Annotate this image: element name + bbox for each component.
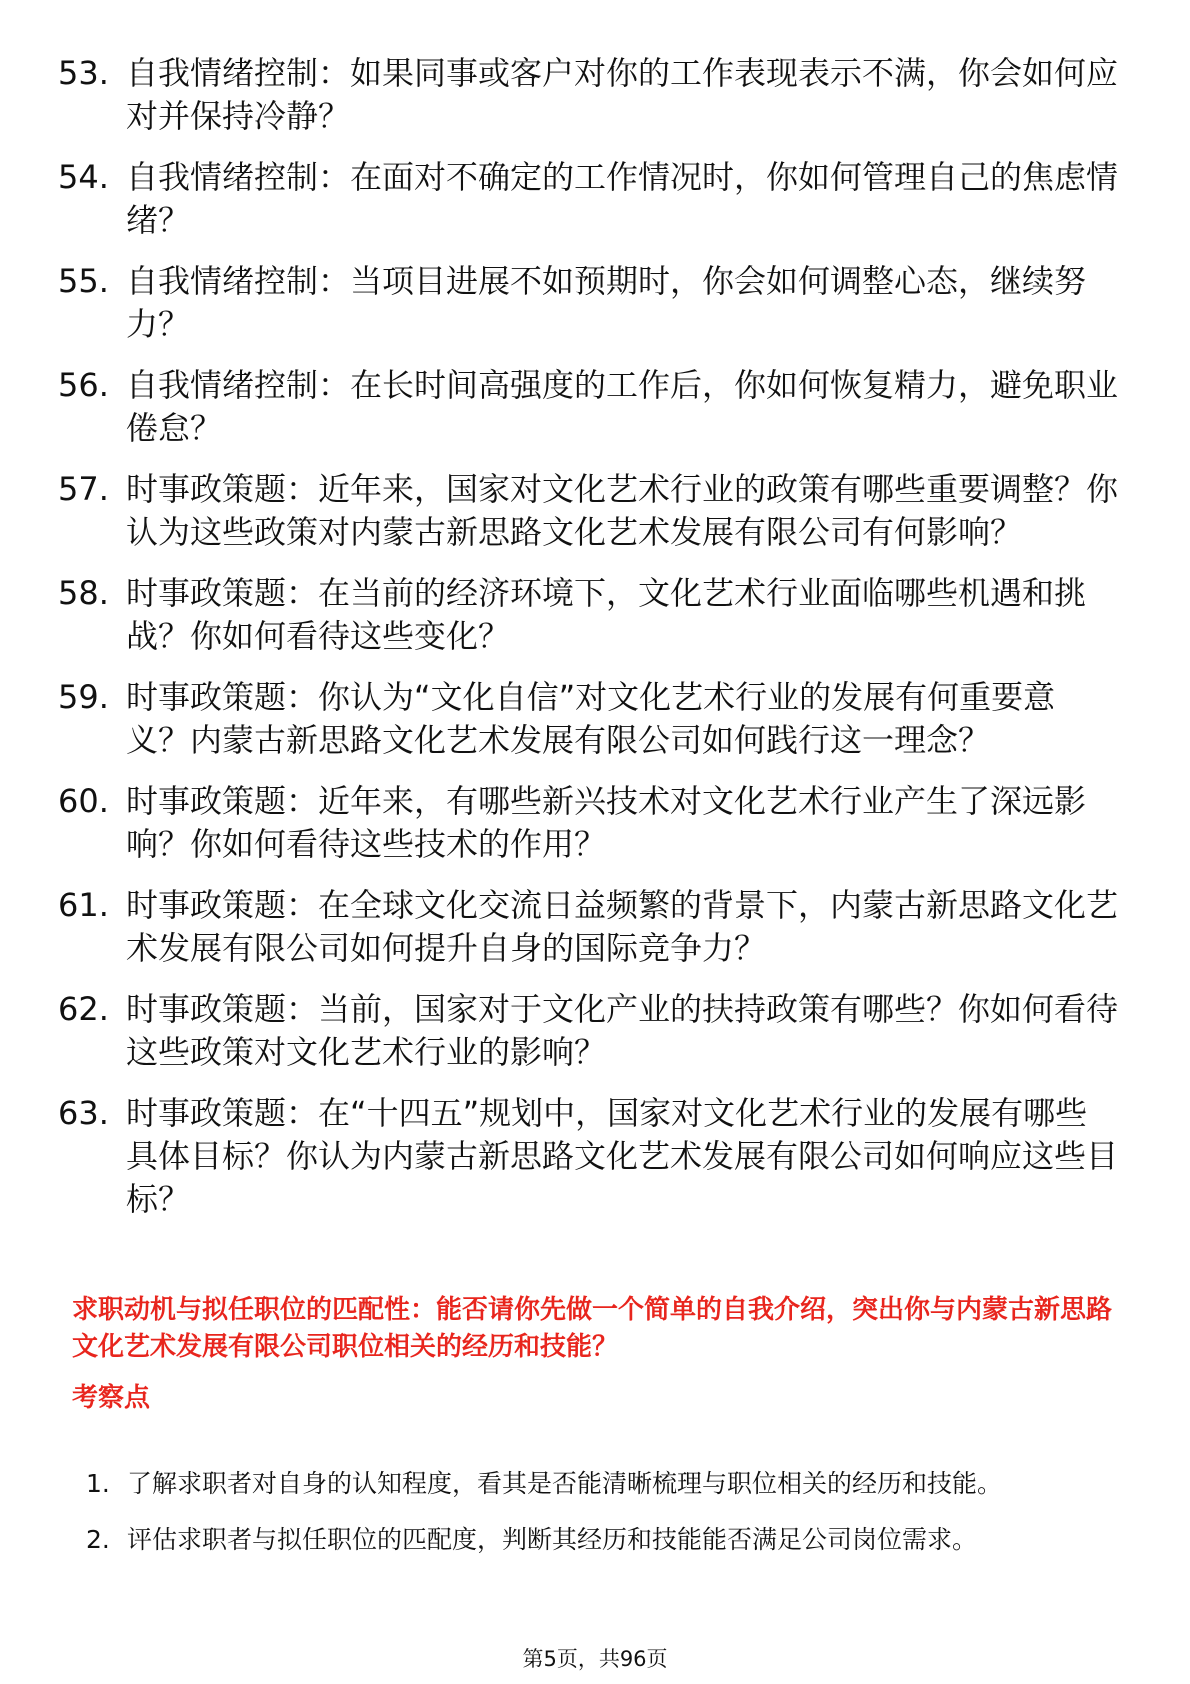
question-item: [58, 260, 1118, 346]
question-text: 时事政策题：近年来，国家对文化艺术行业的政策有哪些重要调整？你认为这些政策对内蒙古新思路文化艺术发展有限公司有何影响？: [126, 470, 1119, 551]
assessment-points-list: [86, 1456, 1086, 1568]
question-text: 自我情绪控制：当项目进展不如预期时，你会如何调整心态，继续努力？: [126, 262, 1087, 343]
question-item: [58, 364, 1118, 450]
question-number: 63.: [58, 1094, 109, 1132]
question-item: [58, 676, 1118, 762]
question-text: 时事政策题：你认为“文化自信”对文化艺术行业的发展有何重要意义？内蒙古新思路文化艺术发展有限公司如何践行这一理念？: [126, 678, 1056, 759]
question-number: 58.: [58, 574, 109, 612]
assessment-points-heading: 考察点: [72, 1383, 151, 1413]
section-heading: 求职动机与拟任职位的匹配性：能否请你先做一个简单的自我介绍，突出你与内蒙古新思路文化艺术发展有限公司职位相关的经历和技能？: [72, 1295, 1113, 1362]
question-number: 53.: [58, 54, 109, 92]
question-item: [58, 468, 1118, 554]
question-number: 57.: [58, 470, 109, 508]
question-text: 时事政策题：在当前的经济环境下，文化艺术行业面临哪些机遇和挑战？你如何看待这些变化？: [126, 574, 1087, 655]
assessment-point: [86, 1512, 1086, 1568]
assessment-point-number: 1.: [86, 1469, 110, 1498]
question-text: 自我情绪控制：如果同事或客户对你的工作表现表示不满，你会如何应对并保持冷静？: [126, 54, 1119, 135]
assessment-point-number: 2.: [86, 1525, 110, 1554]
question-number: 60.: [58, 782, 109, 820]
question-text: 时事政策题：当前，国家对于文化产业的扶持政策有哪些？你如何看待这些政策对文化艺术行业的影响？: [126, 990, 1119, 1071]
question-number: 61.: [58, 886, 109, 924]
assessment-point: [86, 1456, 1086, 1512]
question-number: 54.: [58, 158, 109, 196]
page-number-footer: 第5页，共96页: [522, 1647, 668, 1671]
question-item: [58, 572, 1118, 658]
question-text: 时事政策题：在全球文化交流日益频繁的背景下，内蒙古新思路文化艺术发展有限公司如何提升自身的国际竞争力？: [126, 886, 1119, 967]
question-list: [58, 52, 1118, 1239]
assessment-point-text: 评估求职者与拟任职位的匹配度，判断其经历和技能能否满足公司岗位需求。: [127, 1525, 978, 1554]
question-number: 56.: [58, 366, 109, 404]
question-number: 59.: [58, 678, 109, 716]
question-item: [58, 1092, 1118, 1221]
question-text: 自我情绪控制：在面对不确定的工作情况时，你如何管理自己的焦虑情绪？: [126, 158, 1119, 239]
question-item: [58, 988, 1118, 1074]
question-number: 55.: [58, 262, 109, 300]
assessment-point-text: 了解求职者对自身的认知程度，看其是否能清晰梳理与职位相关的经历和技能。: [127, 1469, 1003, 1498]
question-item: [58, 156, 1118, 242]
question-item: [58, 884, 1118, 970]
question-text: 时事政策题：在“十四五”规划中，国家对文化艺术行业的发展有哪些具体目标？你认为内蒙古新思路文化艺术发展有限公司如何响应这些目标？: [126, 1094, 1119, 1218]
question-item: [58, 780, 1118, 866]
question-number: 62.: [58, 990, 109, 1028]
question-item: [58, 52, 1118, 138]
question-text: 时事政策题：近年来，有哪些新兴技术对文化艺术行业产生了深远影响？你如何看待这些技术的作用？: [126, 782, 1087, 863]
question-text: 自我情绪控制：在长时间高强度的工作后，你如何恢复精力，避免职业倦怠？: [126, 366, 1119, 447]
